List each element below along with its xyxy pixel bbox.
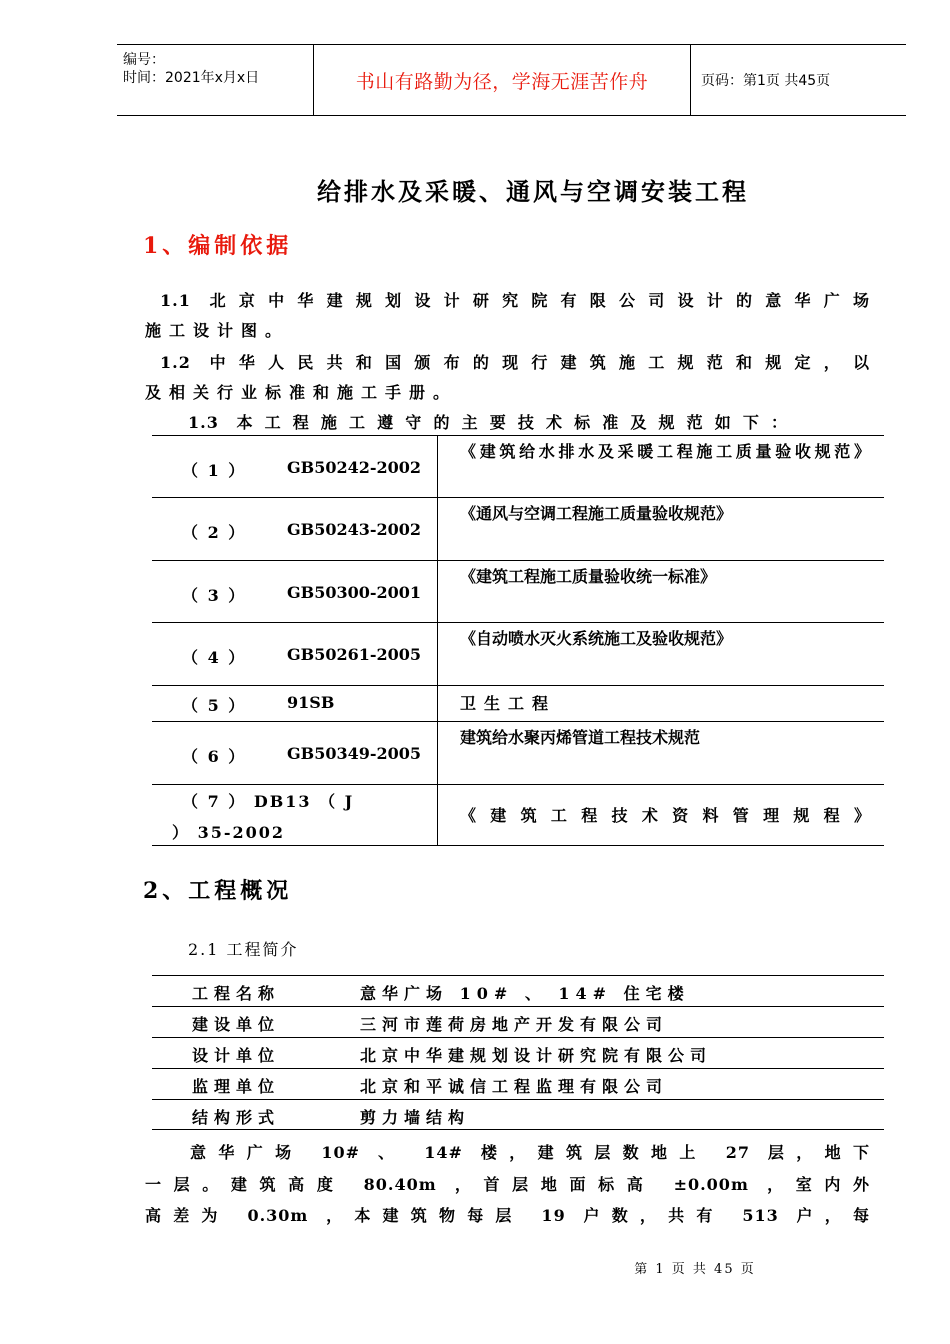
standard-number: （ 4 ） <box>182 648 247 667</box>
info-value: 北京和平诚信工程监理有限公司 <box>360 1077 669 1096</box>
info-key: 工程名称 <box>192 984 281 1003</box>
info-value: 剪力墙结构 <box>360 1108 471 1127</box>
page-header <box>117 44 906 116</box>
header-page-number: 页码：第1页 共45页 <box>701 73 831 89</box>
standard-description: 《建筑给水排水及采暖工程施工质量验收规范》 <box>460 442 870 461</box>
table-row <box>152 784 884 846</box>
standard-description: 《建筑工程施工质量验收统一标准》 <box>460 567 717 586</box>
section-heading-basis: 1、编制依据 <box>143 233 293 259</box>
info-value: 北京中华建规划设计研究院有限公司 <box>360 1046 713 1065</box>
table-row <box>152 497 884 560</box>
table-row <box>152 1006 884 1037</box>
standards-table <box>152 435 884 846</box>
info-value: 意华广场 10# 、 14# 住宅楼 <box>360 984 690 1003</box>
page-footer: 第 1 页 共 45 页 <box>634 1262 756 1277</box>
overview-paragraph-line2: 一层。建筑高度 80.40m ，首层地面标高 ±0.00m ，室内外 <box>145 1175 870 1194</box>
standard-code: 91SB <box>287 693 335 712</box>
standard-code: GB50243-2002 <box>287 520 422 539</box>
standard-number: （ 7 ） DB13 （ J <box>182 792 355 811</box>
column-divider <box>437 561 438 622</box>
table-row <box>152 1037 884 1068</box>
standard-number: （ 2 ） <box>182 523 247 542</box>
header-divider <box>690 45 691 115</box>
paragraph-1-2-cont: 及相关行业标准和施工手册。 <box>145 383 458 402</box>
info-value: 三河市莲荷房地产开发有限公司 <box>360 1015 669 1034</box>
standard-number: （ 6 ） <box>182 747 247 766</box>
project-info-table <box>152 975 884 1130</box>
column-divider <box>437 686 438 721</box>
table-row <box>152 1068 884 1099</box>
table-row <box>152 975 884 1006</box>
table-row <box>152 1099 884 1130</box>
info-key: 监理单位 <box>192 1077 281 1096</box>
standard-description: 《建筑工程技术资料管理规程》 <box>460 806 870 825</box>
paragraph-1-1: 1.1 北京中华建规划设计研究院有限公司设计的意华广场 <box>160 291 870 310</box>
standard-description: 建筑给水聚丙烯管道工程技术规范 <box>460 728 701 747</box>
section-heading-overview: 2、工程概况 <box>143 878 293 904</box>
column-divider <box>437 498 438 560</box>
standard-description: 《通风与空调工程施工质量验收规范》 <box>460 504 733 523</box>
document-title: 给排水及采暖、通风与空调安装工程 <box>317 177 749 206</box>
standard-code: GB50349-2005 <box>287 744 422 763</box>
document-number-label: 编号： <box>123 52 165 68</box>
info-key: 设计单位 <box>192 1046 281 1065</box>
paragraph-1-1-cont: 施工设计图。 <box>145 321 290 340</box>
table-row <box>152 435 884 497</box>
standard-code: GB50242-2002 <box>287 458 422 477</box>
standard-number: （ 3 ） <box>182 586 247 605</box>
table-row <box>152 560 884 622</box>
table-row <box>152 622 884 685</box>
overview-paragraph-line1: 意华广场 10# 、 14# 楼，建筑层数地上 27 层，地下 <box>190 1143 870 1162</box>
standard-description: 卫生工程 <box>460 694 557 713</box>
table-row <box>152 685 884 721</box>
standard-number: （ 5 ） <box>182 696 247 715</box>
standard-description: 《自动喷水灭火系统施工及验收规范》 <box>460 629 733 648</box>
standard-code: GB50261-2005 <box>287 645 422 664</box>
info-key: 建设单位 <box>192 1015 281 1034</box>
table-row <box>152 721 884 784</box>
overview-paragraph-line3: 高差为 0.30m ，本建筑物每层 19 户数，共有 513 户，每 <box>145 1206 870 1225</box>
paragraph-1-2: 1.2 中华人民共和国颁布的现行建筑施工规范和规定，以 <box>160 353 870 372</box>
standard-code: GB50300-2001 <box>287 583 422 602</box>
document-time-label: 时间：2021年x月x日 <box>123 70 260 86</box>
column-divider <box>437 436 438 497</box>
column-divider <box>437 722 438 784</box>
paragraph-1-3: 1.3 本工程施工遵守的主要技术标准及规范如下： <box>188 413 788 432</box>
column-divider <box>437 623 438 685</box>
header-meta <box>123 51 259 87</box>
subsection-title: 2.1 工程简介 <box>188 940 299 959</box>
info-key: 结构形式 <box>192 1108 281 1127</box>
standard-code: ） 35-2002 <box>172 823 286 842</box>
column-divider <box>437 785 438 845</box>
header-motto: 书山有路勤为径，学海无涯苦作舟 <box>355 71 649 93</box>
standard-number: （ 1 ） <box>182 461 247 480</box>
